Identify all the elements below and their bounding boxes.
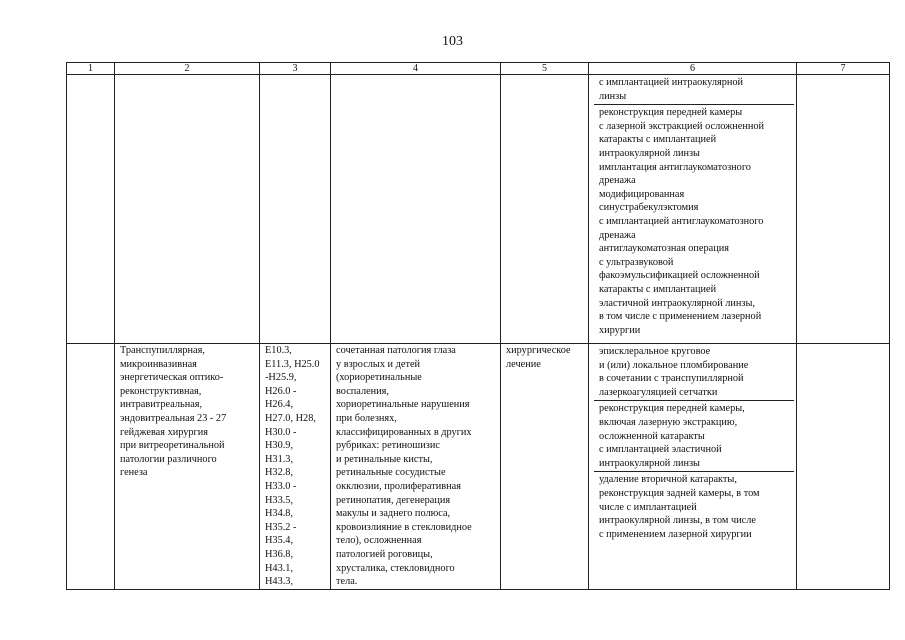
text-line: с лазерной экстракцией осложненной xyxy=(599,120,765,132)
method-block xyxy=(594,401,794,472)
text-line: H36.8, xyxy=(265,548,294,560)
text-line: H26.0 - xyxy=(265,385,297,397)
text-line: -H25.9, xyxy=(265,372,297,384)
empty-cell xyxy=(115,75,260,344)
empty-cell xyxy=(260,75,331,344)
text-line: классифицированных в других xyxy=(336,426,472,438)
medical-care-table xyxy=(66,62,890,590)
empty-cell xyxy=(797,75,890,344)
text-line: имплантация антиглаукоматозного xyxy=(599,161,751,173)
methods-cell xyxy=(589,75,797,344)
empty-cell xyxy=(501,75,589,344)
text-line: числе с имплантацией xyxy=(599,501,697,513)
text-line: при болезнях, xyxy=(336,412,397,424)
text-line: хрусталика, стекловидного xyxy=(336,562,455,574)
text-line: H30.9, xyxy=(265,440,294,452)
text-line: эндовитреальная 23 - 27 xyxy=(120,412,227,424)
text-line: макулы и заднего полюса, xyxy=(336,508,451,520)
text-line: факоэмульсификацией осложненной xyxy=(599,270,760,282)
text-line: синустрабекулэктомия xyxy=(599,202,699,214)
text-line: гейджевая хирургия xyxy=(120,426,209,438)
text-line: с имплантацией антиглаукоматозного xyxy=(599,215,764,227)
text-line: с применением лазерной хирургии xyxy=(599,528,752,540)
method-block xyxy=(594,105,794,338)
empty-cell xyxy=(331,75,501,344)
text-line: катаракты с имплантацией xyxy=(599,134,717,146)
text-line: энергетическая оптико- xyxy=(120,372,224,384)
text-line: H33.5, xyxy=(265,494,294,506)
column-header-5: 5 xyxy=(501,63,589,75)
empty-cell xyxy=(797,344,890,590)
text-line: ретинальные сосудистые xyxy=(336,467,446,479)
text-line: сочетанная патология глаза xyxy=(336,345,456,356)
column-header-2: 2 xyxy=(115,63,260,75)
text-line: тела. xyxy=(336,576,358,588)
text-line: интраокулярной линзы, в том числе xyxy=(599,515,756,527)
text-line: эластичной интраокулярной линзы, xyxy=(599,297,755,309)
text-line: H43.3, xyxy=(265,576,294,588)
column-header-7: 7 xyxy=(797,63,890,75)
treatment-type-cell xyxy=(501,344,589,590)
text-line: модифицированная xyxy=(599,188,685,200)
text-line: воспаления, xyxy=(336,385,389,397)
text-line: H31.3, xyxy=(265,453,294,465)
condition-cell xyxy=(331,344,501,590)
text-line: H35.4, xyxy=(265,535,294,547)
text-line: интраокулярной линзы xyxy=(599,457,700,469)
text-line: H43.1, xyxy=(265,562,294,574)
text-line: при витреоретинальной xyxy=(120,440,225,452)
column-header-1: 1 xyxy=(67,63,115,75)
text-line: тело), осложненная xyxy=(336,535,422,547)
text-line: E10.3, xyxy=(265,345,292,356)
method-block xyxy=(594,75,794,105)
column-header-4: 4 xyxy=(331,63,501,75)
text-line: реконструктивная, xyxy=(120,385,202,397)
text-line: интравитреальная, xyxy=(120,399,203,411)
text-line: антиглаукоматозная операция xyxy=(599,243,729,255)
text-line: реконструкция передней камеры xyxy=(599,107,743,119)
text-line: Транспупиллярная, xyxy=(120,345,205,356)
text-line: генеза xyxy=(120,467,148,479)
empty-cell xyxy=(67,75,115,344)
text-line: реконструкция задней камеры, в том xyxy=(599,487,760,499)
text-line: H33.0 - xyxy=(265,480,297,492)
text-line: у взрослых и детей xyxy=(336,358,421,370)
text-line: H35.2 - xyxy=(265,521,297,533)
table-row xyxy=(67,344,890,590)
empty-cell xyxy=(67,344,115,590)
text-line: эписклеральное круговое xyxy=(599,346,711,357)
text-line: патологией роговицы, xyxy=(336,548,433,560)
text-line: линзы xyxy=(599,90,627,102)
text-line: осложненной катаракты xyxy=(599,430,705,442)
text-line: микроинвазивная xyxy=(120,358,197,370)
text-line: и (или) локальное пломбирование xyxy=(599,359,749,371)
text-line: лечение xyxy=(506,358,541,370)
text-line: с ультразвуковой xyxy=(599,256,674,268)
text-line: интраокулярной линзы xyxy=(599,147,700,159)
text-line: в том числе с применением лазерной xyxy=(599,311,762,323)
column-number-row xyxy=(67,63,890,75)
text-line: катаракты с имплантацией xyxy=(599,283,717,295)
page-number: 103 xyxy=(442,34,463,49)
icd-codes-cell xyxy=(260,344,331,590)
text-line: хирургическое xyxy=(506,345,571,356)
text-line: H26.4, xyxy=(265,399,294,411)
text-line: дренажа xyxy=(599,175,636,187)
text-line: в сочетании с транспупиллярной xyxy=(599,373,744,385)
text-line: (хориоретинальные xyxy=(336,372,422,384)
text-line: рубриках: ретиношизис xyxy=(336,440,440,452)
text-line: ретинопатия, дегенерация xyxy=(336,494,451,506)
care-type-cell xyxy=(115,344,260,590)
method-block xyxy=(594,344,794,401)
text-line: H34.8, xyxy=(265,508,294,520)
column-header-3: 3 xyxy=(260,63,331,75)
text-line: H32.8, xyxy=(265,467,294,479)
text-line: E11.3, H25.0 xyxy=(265,358,320,370)
text-line: дренажа xyxy=(599,229,636,241)
text-line: H30.0 - xyxy=(265,426,297,438)
text-line: и ретинальные кисты, xyxy=(336,453,433,465)
text-line: хирургии xyxy=(599,324,641,336)
text-line: лазеркоагуляцией сетчатки xyxy=(599,386,718,398)
method-block xyxy=(594,472,794,542)
table-row-continuation xyxy=(67,75,890,344)
methods-cell xyxy=(589,344,797,590)
column-header-6: 6 xyxy=(589,63,797,75)
text-line: удаление вторичной катаракты, xyxy=(599,474,737,486)
text-line: с имплантацией интраокулярной xyxy=(599,77,744,88)
text-line: с имплантацией эластичной xyxy=(599,444,722,456)
text-line: кровоизлияние в стекловидное xyxy=(336,521,472,533)
text-line: окклюзии, пролиферативная xyxy=(336,480,461,492)
text-line: включая лазерную экстракцию, xyxy=(599,416,738,428)
text-line: хориоретинальные нарушения xyxy=(336,399,470,411)
text-line: патологии различного xyxy=(120,453,217,465)
text-line: реконструкция передней камеры, xyxy=(599,403,745,415)
text-line: H27.0, H28, xyxy=(265,412,316,424)
